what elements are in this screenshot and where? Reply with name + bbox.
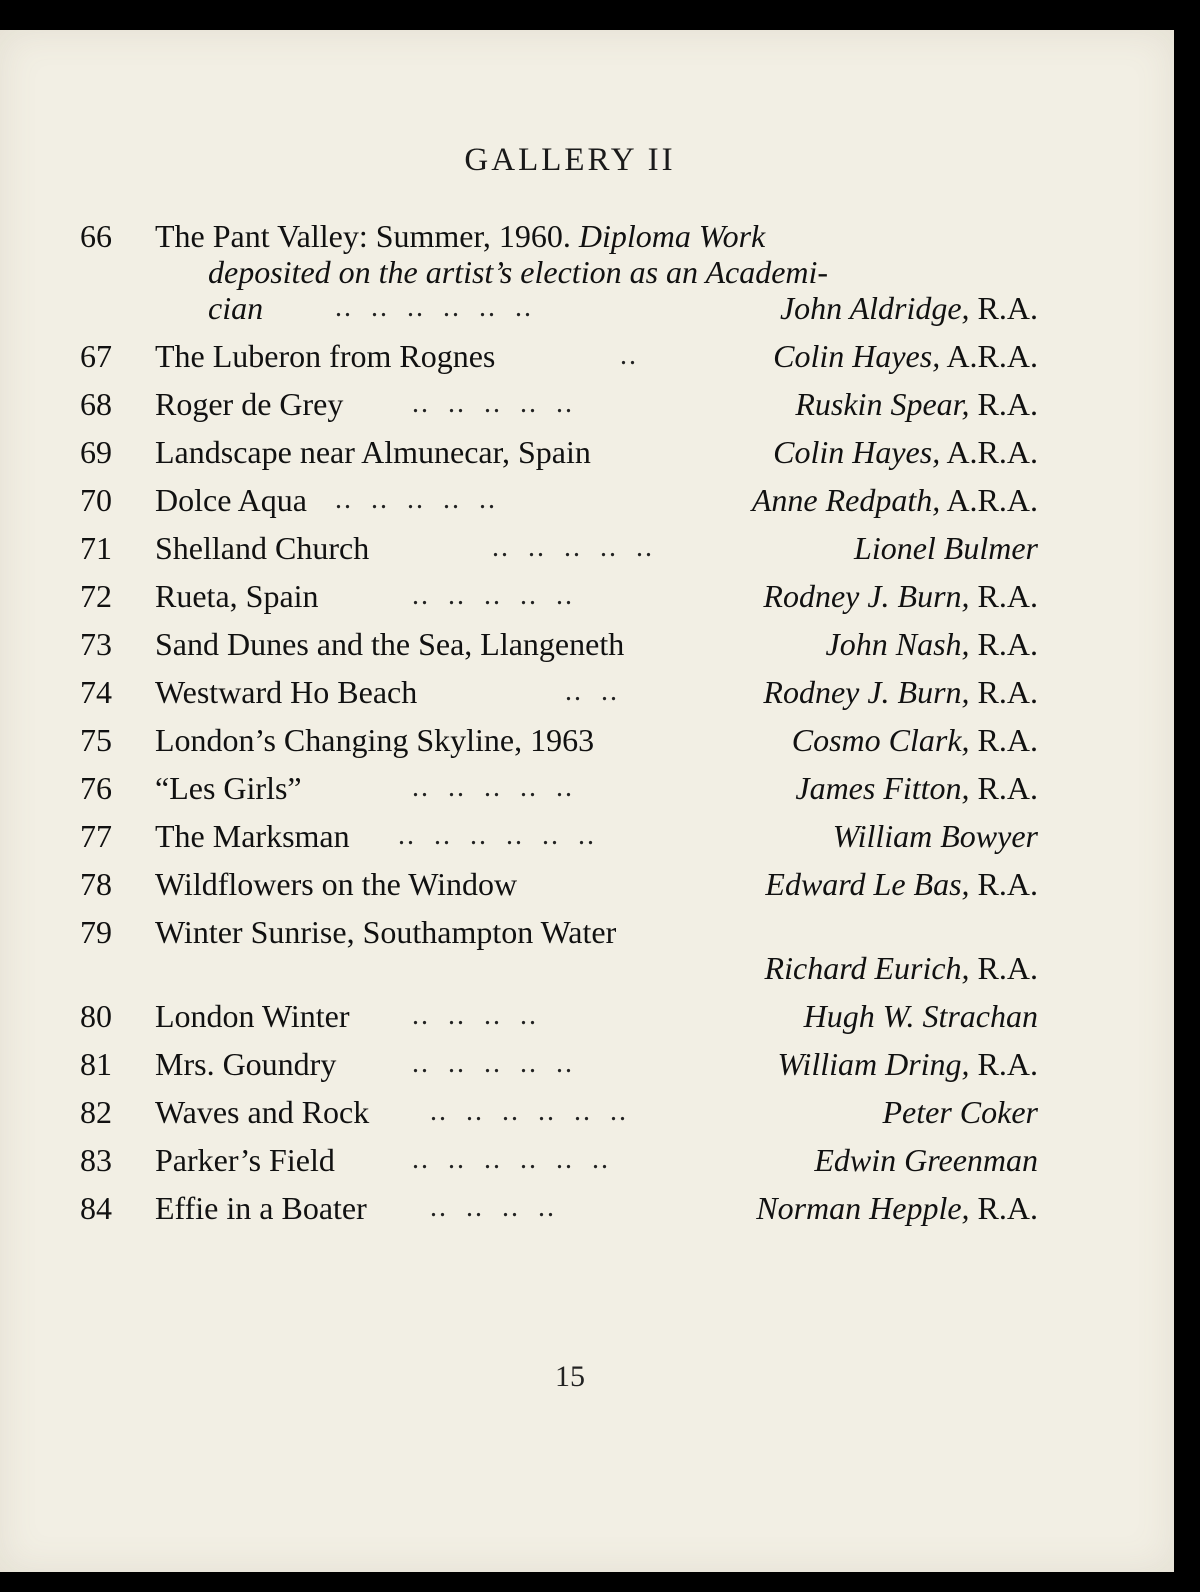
entry-title: “Les Girls” <box>155 770 302 806</box>
entry-number: 73 <box>80 626 112 662</box>
catalogue-entry <box>0 1092 1174 1140</box>
entry-artist: Colin Hayes, A.R.A. <box>773 338 1038 374</box>
catalogue-entry <box>0 624 1174 672</box>
entry-artist: Hugh W. Strachan <box>803 998 1038 1034</box>
entry-title: Rueta, Spain <box>155 578 319 614</box>
dot-leader: .. .. .. .. .. <box>412 388 574 419</box>
entry-artist: James Fitton, R.A. <box>795 770 1038 806</box>
entry-artist: Rodney J. Burn, R.A. <box>763 674 1038 710</box>
dot-leader: .. .. .. .. .. <box>412 772 574 803</box>
entry-title: The Marksman <box>155 818 350 854</box>
entry-number: 84 <box>80 1190 112 1226</box>
catalogue-entry <box>0 720 1174 768</box>
entry-note-line: cian <box>208 290 264 326</box>
catalogue-entry <box>0 996 1174 1044</box>
catalogue-entry <box>0 768 1174 816</box>
entry-artist: John Aldridge, R.A. <box>779 290 1038 326</box>
entry-title: Sand Dunes and the Sea, Llangeneth <box>155 626 625 662</box>
catalogue-entry <box>0 816 1174 864</box>
catalogue-entry <box>0 1188 1174 1236</box>
entry-artist: Anne Redpath, A.R.A. <box>751 482 1038 518</box>
entry-artist: William Bowyer <box>832 818 1038 854</box>
catalogue-entry <box>0 864 1174 912</box>
entry-number: 79 <box>80 914 112 950</box>
catalogue-entry <box>0 384 1174 432</box>
entry-number: 77 <box>80 818 112 854</box>
entry-title: Parker’s Field <box>155 1142 335 1178</box>
dot-leader: .. .. .. .. .. <box>412 1048 574 1079</box>
entry-title: London’s Changing Skyline, 1963 <box>155 722 595 758</box>
entry-number: 72 <box>80 578 112 614</box>
gallery-heading: GALLERY II <box>464 142 676 178</box>
entry-artist: Ruskin Spear, R.A. <box>795 386 1038 422</box>
catalogue-entry <box>0 576 1174 624</box>
entry-number: 75 <box>80 722 112 758</box>
entry-title: Landscape near Almunecar, Spain <box>155 434 591 470</box>
dot-leader: .. .. .. .. .. .. <box>412 1144 610 1175</box>
catalogue-entry <box>0 672 1174 720</box>
catalogue-page <box>0 30 1174 1572</box>
entry-artist: William Dring, R.A. <box>777 1046 1038 1082</box>
entry-number: 83 <box>80 1142 112 1178</box>
dot-leader: .. .. .. .. .. .. <box>335 292 533 323</box>
entry-artist: Richard Eurich, R.A. <box>764 950 1038 986</box>
dot-leader: .. .. .. .. .. .. <box>430 1096 628 1127</box>
dot-leader: .. .. .. .. .. <box>492 532 654 563</box>
entry-artist: John Nash, R.A. <box>825 626 1038 662</box>
entry-title: Dolce Aqua <box>155 482 307 518</box>
page-number: 15 <box>555 1360 585 1393</box>
entry-number: 74 <box>80 674 112 710</box>
entry-number: 81 <box>80 1046 112 1082</box>
dot-leader: .. <box>620 340 638 371</box>
entry-artist: Colin Hayes, A.R.A. <box>773 434 1038 470</box>
entry-title: Wildflowers on the Window <box>155 866 518 902</box>
entry-number: 78 <box>80 866 112 902</box>
entry-note-line: deposited on the artist’s election as an Academi- <box>208 254 829 290</box>
dot-leader: .. .. .. .. .. <box>335 484 497 515</box>
entry-number: 66 <box>80 218 112 254</box>
entry-number: 71 <box>80 530 112 566</box>
entry-title: Effie in a Boater <box>155 1190 367 1226</box>
entry-title: Waves and Rock <box>155 1094 370 1130</box>
entry-artist: Rodney J. Burn, R.A. <box>763 578 1038 614</box>
entry-title: Winter Sunrise, Southampton Water <box>155 914 617 950</box>
catalogue-entry <box>0 432 1174 480</box>
dot-leader: .. .. .. .. <box>412 1000 538 1031</box>
entry-note: Diploma Work <box>578 218 766 254</box>
entry-artist: Cosmo Clark, R.A. <box>791 722 1038 758</box>
entry-artist: Peter Coker <box>882 1094 1038 1130</box>
dot-leader: .. .. .. .. <box>430 1192 556 1223</box>
entry-title: Roger de Grey <box>155 386 344 422</box>
entry-artist: Edward Le Bas, R.A. <box>765 866 1038 902</box>
catalogue-entry <box>0 480 1174 528</box>
entry-title: The Pant Valley: Summer, 1960. Diploma Work <box>155 218 766 254</box>
entry-number: 80 <box>80 998 112 1034</box>
entry-artist: Norman Hepple, R.A. <box>756 1190 1038 1226</box>
entry-number: 67 <box>80 338 112 374</box>
entry-title: Shelland Church <box>155 530 370 566</box>
dot-leader: .. .. .. .. .. <box>412 580 574 611</box>
catalogue-entry <box>0 336 1174 384</box>
entry-title: London Winter <box>155 998 350 1034</box>
entry-number: 76 <box>80 770 112 806</box>
entry-number: 68 <box>80 386 112 422</box>
entry-artist: Lionel Bulmer <box>854 530 1038 566</box>
catalogue-entry <box>0 1044 1174 1092</box>
entry-artist: Edwin Greenman <box>814 1142 1038 1178</box>
catalogue-entry <box>0 528 1174 576</box>
dot-leader: .. .. <box>565 676 619 707</box>
entry-number: 70 <box>80 482 112 518</box>
entry-number: 82 <box>80 1094 112 1130</box>
entry-title: Westward Ho Beach <box>155 674 418 710</box>
entry-title: Mrs. Goundry <box>155 1046 337 1082</box>
dot-leader: .. .. .. .. .. .. <box>398 820 596 851</box>
entry-number: 69 <box>80 434 112 470</box>
catalogue-entry <box>0 1140 1174 1188</box>
entry-title: The Luberon from Rognes <box>155 338 496 374</box>
